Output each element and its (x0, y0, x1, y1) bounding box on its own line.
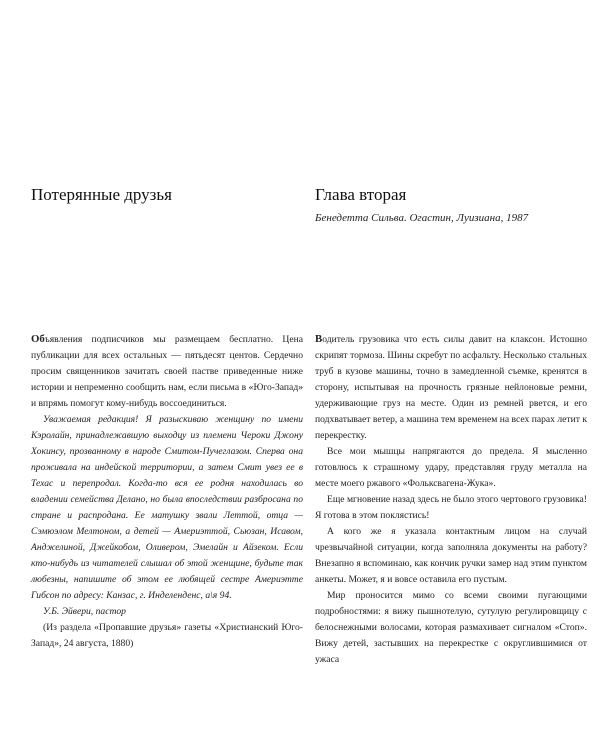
letter-paragraph: Уважаемая редакция! Я разыскиваю женщину по имени Кэролайн, принадлежавшую выходцу из племени Чероки Джону Хокинсу, прозванному в народе Смитом-Пучеглазом. Сперва она проживала на индейской территории, а затем Смит увез ее в Техас и перепродал. Когда-то вся ее родня находилась во владении семейства Делано, но была впоследствии разбросана по стране и распродана. Ее матушку звали Леттой, отца — Сэмюэлом Мелтоном, а детей — Америэттой, Сьюзан, Исавом, Анджелиной, Джейкобом, Оливером, Эмелайн и Айзеком. Если кто-нибудь из читателей слышал об этой женщине, будьте так любезны, напишите об этом ее любящей сестре Америэтте Гибсон по адресу: Канзас, г. Инделенденс, а\я 94. (31, 414, 303, 601)
chapter-paragraph-1 (315, 331, 587, 444)
letter-signature: У.Б. Эйвери, пастор (43, 606, 126, 617)
intro-text: ъявления подписчиков мы размещаем бесплатно. Цена публикации для всех остальных — пятьдесят центов. Сердечно просим священников зачитать своей пастве приведенные ниже истории и непременно сообщить нам, если письма в «Юго-Запад» и впрямь помогут кому-нибудь воссоединиться. (31, 334, 303, 409)
left-page-body (31, 331, 303, 652)
chapter-paragraph-2: Все мои мышцы напрягаются до предела. Я мысленно готовлюсь к страшному удару, представляя груду металла на месте моего ржавого «Фольксвагена-Жука». (315, 446, 587, 489)
chapter-paragraph-3: Еще мгновение назад здесь не было этого чертового грузовика! Я готова в этом поклястись! (315, 494, 587, 521)
intro-paragraph (31, 331, 303, 412)
letter-signature-block (31, 604, 303, 652)
chapter-title: Глава вторая (315, 185, 407, 204)
chapter-subtitle: Бенедетта Сильва. Огастин, Луизиана, 1987 (315, 212, 529, 224)
left-page-title: Потерянные друзья (31, 185, 172, 204)
chapter-body (315, 331, 587, 668)
letter-source: (Из раздела «Пропавшие друзья» газеты «Христианский Юго-Запад», 24 августа, 1880) (31, 622, 303, 649)
chapter-paragraph-5: Мир проносится мимо со всеми своими пугающими подробностями: я вижу пышнотелую, сутулую регулировщицу с белоснежными волосами, которая размахивает сигналом «Стоп». Вижу детей, застывших на перекрестке с округлившимися от ужаса (315, 590, 587, 665)
chapter-initial: В (315, 333, 323, 345)
chapter-paragraph-1-text: одитель грузовика что есть силы давит на клаксон. Истошно скрипят тормоза. Шины скребут по асфальту. Несколько стальных труб в кузове машины, точно в замедленной съемке, кренятся в сторону, испытывая на прочность грязные нейлоновые ремни, удерживающие груз на месте. Один из ремней рвется, и его подхватывает ветер, а машина тем временем на всех парах летит к перекрестку. (315, 334, 587, 441)
chapter-paragraph-4: А кого же я указала контактным лицом на случай чрезвычайной ситуации, когда заполняла документы на работу? Внезапно я вспоминаю, как кончик ручки замер над этим пунктом анкеты. Может, я и вовсе оставила его пустым. (315, 526, 587, 585)
intro-initial: Об (31, 333, 45, 345)
